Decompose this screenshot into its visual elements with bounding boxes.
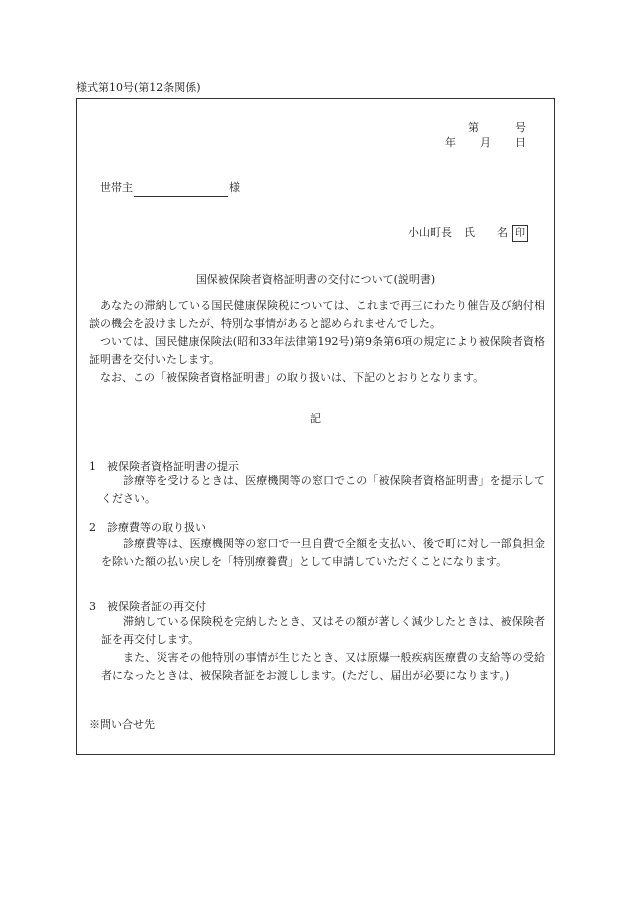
- ki-heading: 記: [310, 412, 321, 425]
- sender-name-label-1: 氏: [464, 226, 475, 239]
- item-1-title: 被保険者資格証明書の提示: [107, 460, 239, 473]
- date-row: [445, 134, 526, 152]
- item-3-title: 被保険者証の再交付: [107, 600, 206, 613]
- item-1-number: 1: [89, 460, 96, 473]
- document-number-prefix: 第: [468, 121, 479, 134]
- document-title: 国保被保険者資格証明書の交付について(説明書): [195, 273, 436, 286]
- seal-mark: 印: [512, 225, 528, 242]
- paragraph-1: あなたの滞納している国民健康保険税については、これまで再三にわたり催告及び納付相談の機会を設けましたが、特別な事情があると認められませんでした。: [89, 299, 545, 330]
- item-2-title: 診療費等の取り扱い: [107, 521, 206, 534]
- addressee-line: [100, 179, 240, 197]
- sender-name-label-2: 名: [497, 226, 508, 239]
- paragraph-3: なお、この「被保険者資格証明書」の取り扱いは、下記のとおりとなります。: [100, 371, 485, 384]
- document-number-suffix: 号: [515, 121, 526, 134]
- paragraph-2: ついては、国民健康保険法(昭和33年法律第192号)第9条第6項の規定により被保険者資格証明書を交付いたします。: [89, 335, 545, 366]
- sender-title: 小山町長: [408, 226, 452, 239]
- date-month-label: 月: [480, 136, 491, 149]
- form-number-label: 様式第10号(第12条関係): [76, 81, 201, 94]
- item-1-body: 診療等を受けるときは、医療機関等の窓口でこの「被保険者資格証明書」を提示してください。: [101, 474, 545, 505]
- addressee-name-blank: [134, 183, 228, 197]
- date-year-label: 年: [445, 136, 456, 149]
- item-3-body-2: また、災害その他特別の事情が生じたとき、又は原爆一般疾病医療費の支給等の受給者になったときは、被保険者証をお渡しします。(ただし、届出が必要になります。): [101, 651, 545, 682]
- item-3-body-1: 滞納している保険税を完納したとき、又はその額が著しく減少したときは、被保険者証を再交付します。: [101, 615, 545, 646]
- addressee-suffix: 様: [229, 181, 240, 194]
- date-day-label: 日: [515, 136, 526, 149]
- item-3-number: 3: [89, 600, 96, 613]
- contact-label: ※問い合せ先: [89, 718, 155, 731]
- item-2-number: 2: [89, 521, 96, 534]
- addressee-prefix: 世帯主: [100, 181, 133, 194]
- item-2-body: 診療費等は、医療機関等の窓口で一旦自費で全額を支払い、後で町に対し一部負担金を除いた額の払い戻しを「特別療養費」として申請していただくことになります。: [101, 537, 545, 568]
- document-frame: [76, 98, 555, 755]
- sender-line: [408, 224, 528, 242]
